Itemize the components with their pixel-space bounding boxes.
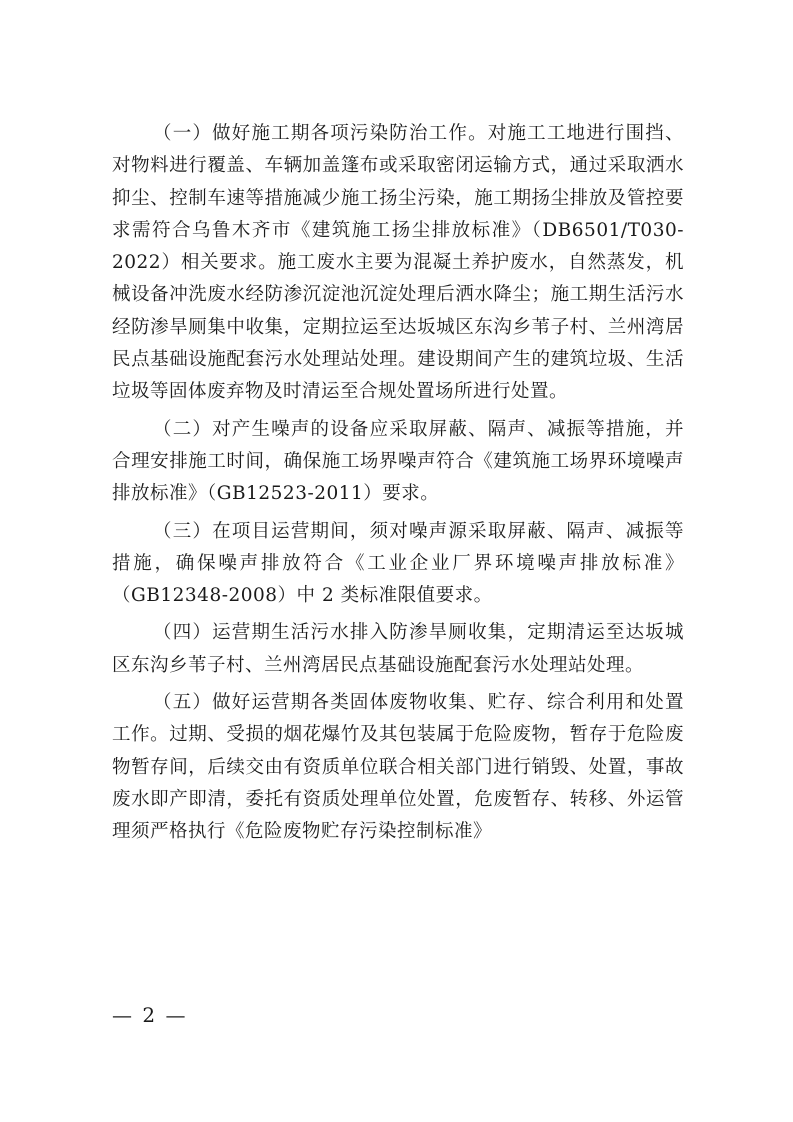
paragraph-3: （三）在项目运营期间，须对噪声源采取屏蔽、隔声、减振等措施，确保噪声排放符合《工业企业厂界环境噪声排放标准》（GB12348-2008）中 2 类标准限值要求。: [112, 520, 684, 607]
paragraph-2: （二）对产生噪声的设备应采取屏蔽、隔声、减振等措施，并合理安排施工时间，确保施工场界噪声符合《建筑施工场界环境噪声排放标准》（GB12523-2011）要求。: [112, 418, 684, 505]
document-body: [112, 118, 684, 854]
paragraph-4: （四）运营期生活污水排入防渗旱厕收集，定期清运至达坂城区东沟乡苇子村、兰州湾居民点基础设施配套污水处理站处理。: [112, 622, 684, 676]
page-number: — 2 —: [112, 1003, 188, 1027]
paragraph-5: （五）做好运营期各类固体废物收集、贮存、综合利用和处置工作。过期、受损的烟花爆竹及其包装属于危险废物，暂存于危险废物暂存间，后续交由有资质单位联合相关部门进行销毁、处置，事故废水即产即清，委托有资质处理单位处置，危废暂存、转移、外运管理须严格执行《危险废物贮存污染控制标准》: [112, 692, 684, 843]
paragraph-1: （一）做好施工期各项污染防治工作。对施工工地进行围挡、对物料进行覆盖、车辆加盖篷布或采取密闭运输方式，通过采取洒水抑尘、控制车速等措施减少施工扬尘污染，施工期扬尘排放及管控要求需符合乌鲁木齐市《建筑施工扬尘排放标准》（DB6501/T030-2022）相关要求。施工废水主要为混凝土养护废水，自然蒸发，机械设备冲洗废水经防渗沉淀池沉淀处理后洒水降尘；施工期生活污水经防渗旱厕集中收集，定期拉运至达坂城区东沟乡苇子村、兰州湾居民点基础设施配套污水处理站处理。建设期间产生的建筑垃圾、生活垃圾等固体废弃物及时清运至合规处置场所进行处置。: [112, 123, 684, 403]
